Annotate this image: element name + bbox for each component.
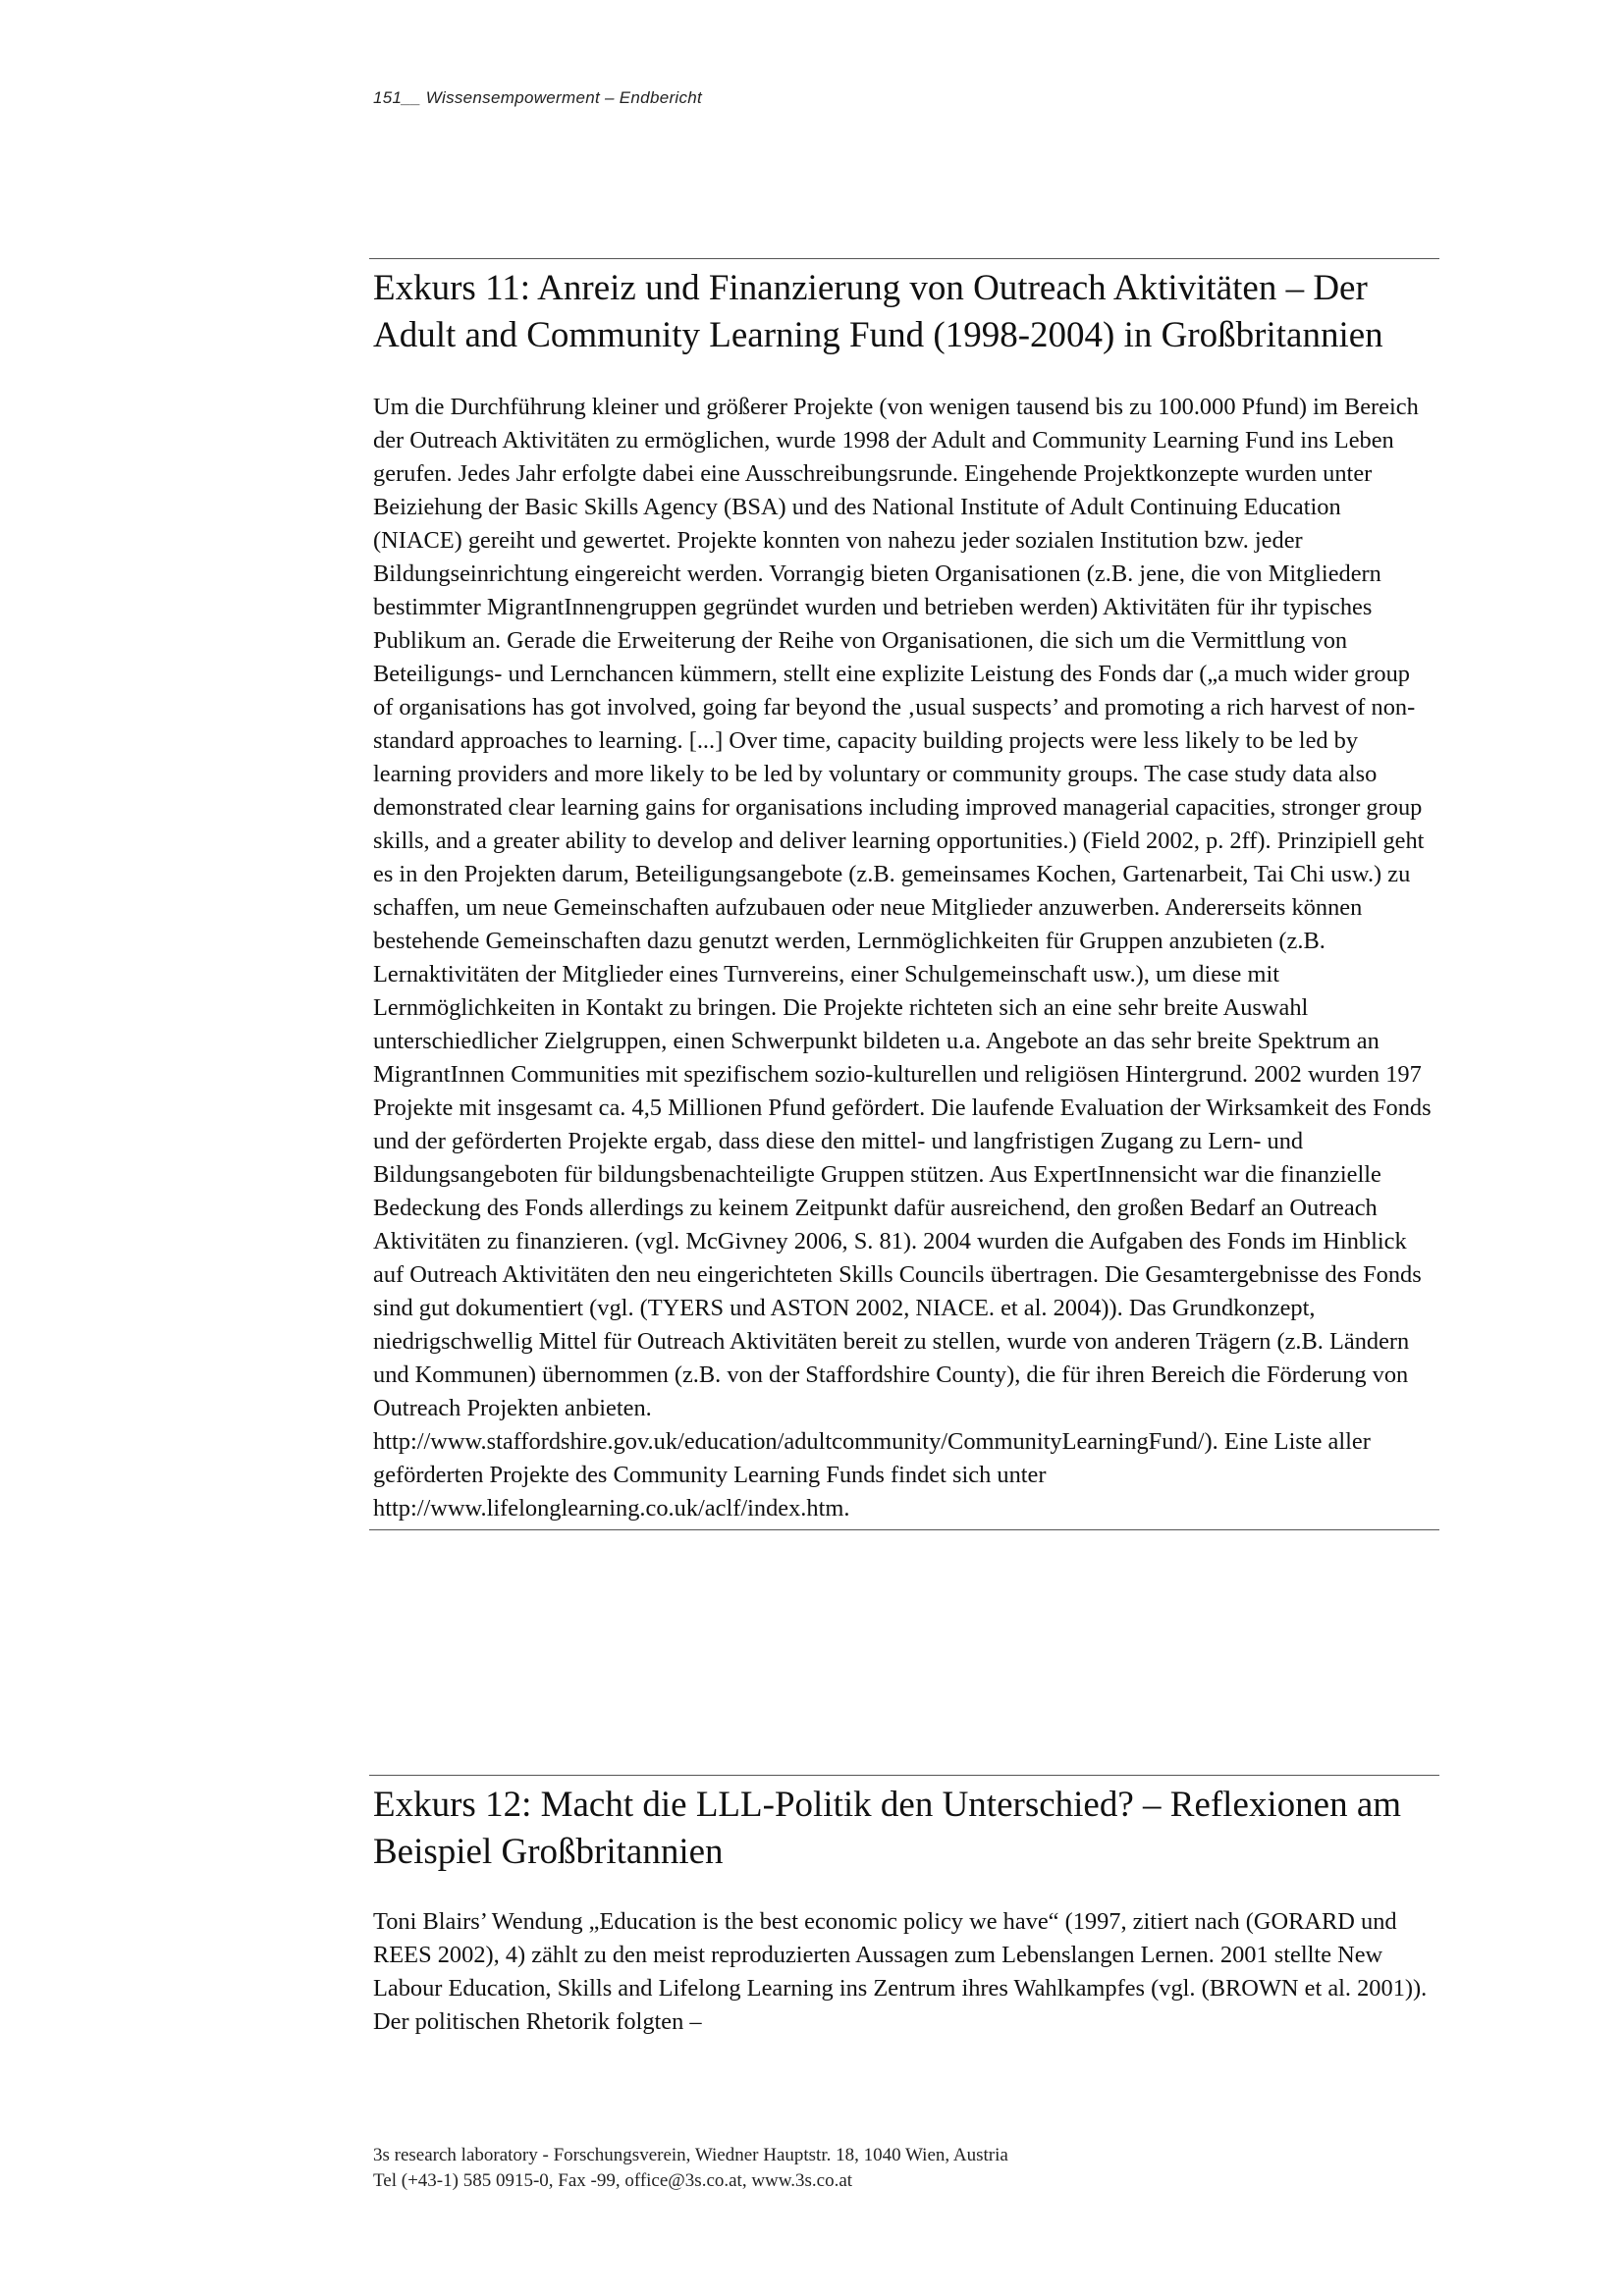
exkurs-11-body: Um die Durchführung kleiner und größerer Projekte (von wenigen tausend bis zu 100.000 Pfund) im Bereich der Outreach Aktivitäten zu ermöglichen, wurde 1998 der Adult and Community Learning Fund ins Leben gerufen. Jedes Jahr erfolgte dabei eine Ausschreibungsrunde. Eingehende Projektkonzepte wurden unter Beiziehung der Basic Skills Agency (BSA) und des National Institute of Adult Continuing Education (NIACE) gereiht und gewertet. Projekte konnten von nahezu jeder sozialen Institution bzw. jeder Bildungseinrichtung eingereicht werden. Vorrangig bieten Organisationen (z.B. jene, die von Mitgliedern bestimmter MigrantInnengruppen gegründet wurden und betrieben werden) Aktivitäten für ihr typisches Publikum an. Gerade die Erweiterung der Reihe von Organisationen, die sich um die Vermittlung von Beteiligungs- und Lernchancen kümmern, stellt eine explizite Leistung des Fonds dar („a much wider group of organisations has got involved, going far beyond the ‚usual suspects’ and promoting a rich harvest of non-standard approaches to learning. [...] Over time, capacity building projects were less likely to be led by learning providers and more likely to be led by voluntary or community groups. The case study data also demonstrated clear learning gains for organisations including improved managerial capacities, stronger group skills, and a greater ability to develop and deliver learning opportunities.) (Field 2002, p. 2ff). Prinzipiell geht es in den Projekten darum, Beteiligungsangebote (z.B. gemeinsames Kochen, Gartenarbeit, Tai Chi usw.) zu schaffen, um neue Gemeinschaften aufzubauen oder neue Mitglieder anzuwerben. Andererseits können bestehende Gemeinschaften dazu genutzt werden, Lernmöglichkeiten für Gruppen anzubieten (z.B. Lernaktivitäten der Mitglieder eines Turnvereins, einer Schulgemeinschaft usw.), um diese mit Lernmöglichkeiten in Kontakt zu bringen. Die Projekte richteten sich an eine sehr breite Auswahl unterschiedlicher Zielgruppen, einen Schwerpunkt bildeten u.a. Angebote an das sehr breite Spektrum an MigrantInnen Communities mit spezifischem sozio-kulturellen und religiösen Hintergrund. 2002 wurden 197 Projekte mit insgesamt ca. 4,5 Millionen Pfund gefördert. Die laufende Evaluation der Wirksamkeit des Fonds und der geförderten Projekte ergab, dass diese den mittel- und langfristigen Zugang zu Lern- und Bildungsangeboten für bildungsbenachteiligte Gruppen stützen. Aus ExpertInnensicht war die finanzielle Bedeckung des Fonds allerdings zu keinem Zeitpunkt dafür ausreichend, den großen Bedarf an Outreach Aktivitäten zu finanzieren. (vgl. McGivney 2006, S. 81). 2004 wurden die Aufgaben des Fonds im Hinblick auf Outreach Aktivitäten den neu eingerichteten Skills Councils übertragen. Die Gesamtergebnisse des Fonds sind gut dokumentiert (vgl. (TYERS und ASTON 2002, NIACE. et al. 2004)). Das Grundkonzept, niedrigschwellig Mittel für Outreach Aktivitäten bereit zu stellen, wurde von anderen Trägern (z.B. Ländern und Kommunen) übernommen (z.B. von der Staffordshire County), die für ihren Bereich die Förderung von Outreach Projekten anbieten. http://www.staffordshire.gov.uk/education/adultcommunity/CommunityLearningFund/). Eine Liste aller geförderten Projekte des Community Learning Funds findet sich unter http://www.lifelonglearning.co.uk/aclf/index.htm. bbox=[373, 394, 1432, 1522]
exkurs-12-top-rule bbox=[369, 1775, 1439, 1776]
exkurs-11-box bbox=[369, 258, 1439, 1530]
exkurs-11-bottom-rule bbox=[369, 1529, 1439, 1530]
footer-address: 3s research laboratory - Forschungsverein, Wiedner Hauptstr. 18, 1040 Wien, Austria bbox=[373, 2145, 1008, 2165]
running-header: 151__ Wissensempowerment – Endbericht bbox=[373, 88, 703, 107]
exkurs-11-top-rule bbox=[369, 258, 1439, 259]
footer-contact: Tel (+43-1) 585 0915-0, Fax -99, office@3s.co.at, www.3s.co.at bbox=[373, 2170, 853, 2191]
exkurs-12-title: Exkurs 12: Macht die LLL-Politik den Unterschied? – Reflexionen am Beispiel Großbritannien bbox=[373, 1785, 1402, 1872]
exkurs-12-box bbox=[369, 1775, 1439, 2039]
page-footer bbox=[373, 2143, 1008, 2194]
exkurs-11-title: Exkurs 11: Anreiz und Finanzierung von Outreach Aktivitäten – Der Adult and Community Learning Fund (1998-2004) in Großbritannien bbox=[373, 268, 1383, 355]
exkurs-12-body: Toni Blairs’ Wendung „Education is the best economic policy we have“ (1997, zitiert nach (GORARD und REES 2002), 4) zählt zu den meist reproduzierten Aussagen zum Lebenslangen Lernen. 2001 stellte New Labour Education, Skills and Lifelong Learning ins Zentrum ihres Wahlkampfes (vgl. (BROWN et al. 2001)). Der politischen Rhetorik folgten – bbox=[373, 1908, 1428, 2035]
